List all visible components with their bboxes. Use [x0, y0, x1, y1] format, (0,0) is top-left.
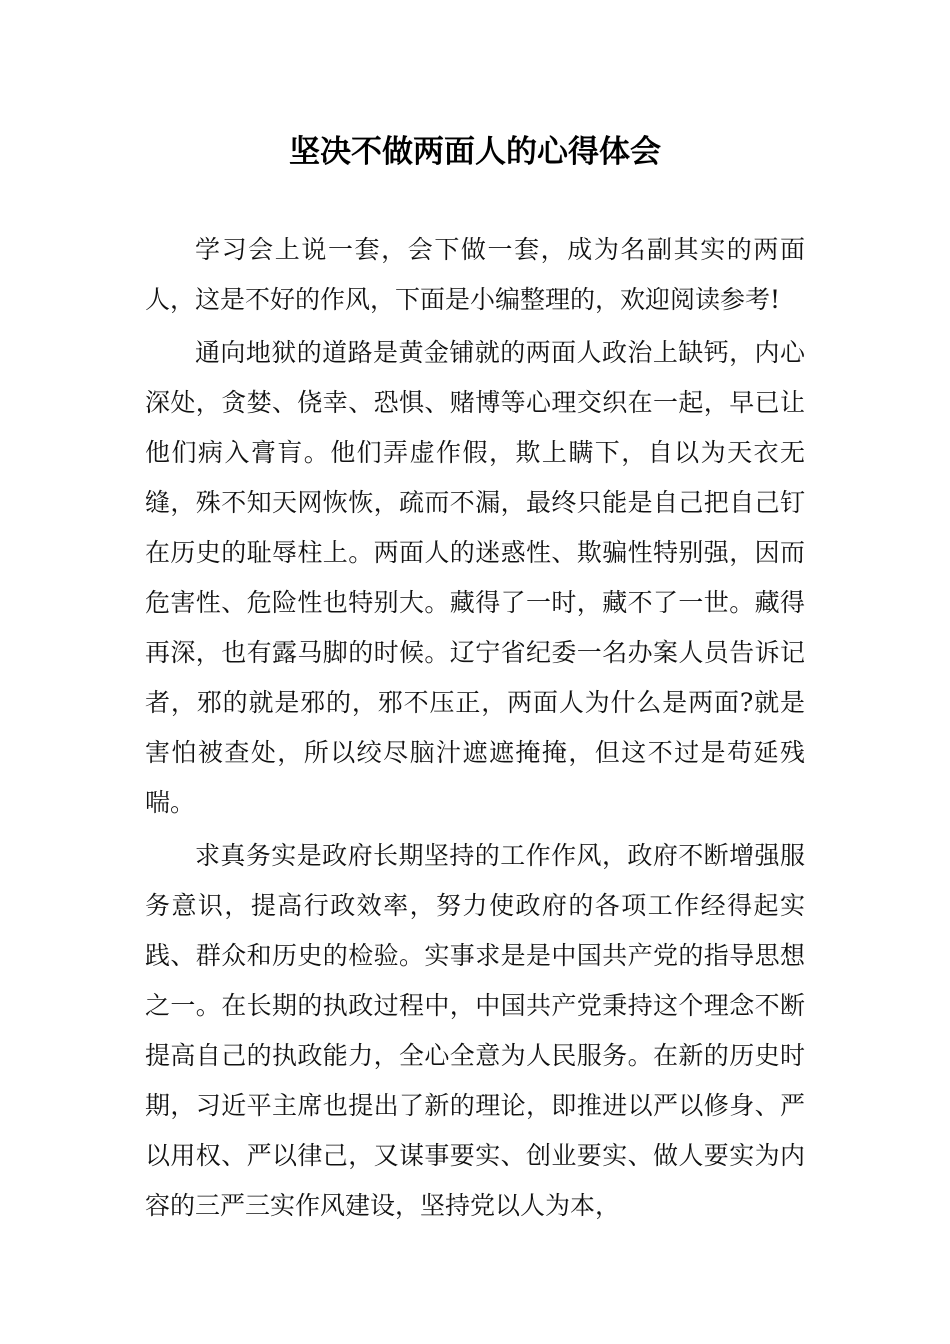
- document-title: 坚决不做两面人的心得体会: [289, 134, 661, 170]
- paragraph-intro: 学习会上说一套，会下做一套，成为名副其实的两面人，这是不好的作风，下面是小编整理的，欢迎阅读参考!: [145, 235, 805, 314]
- paragraph-two-faced-politics: 通向地狱的道路是黄金铺就的两面人政治上缺钙，内心深处，贪婪、侥幸、恐惧、赌博等心理交织在一起，早已让他们病入膏肓。他们弄虚作假，欺上瞒下，自以为天衣无缝，殊不知天网恢恢，疏而不漏，最终只能是自己把自己钉在历史的耻辱柱上。两面人的迷惑性、欺骗性特别强，因而危害性、危险性也特别大。藏得了一时，藏不了一世。藏得再深，也有露马脚的时候。辽宁省纪委一名办案人员告诉记者，邪的就是邪的，邪不压正，两面人为什么是两面?就是害怕被查处，所以绞尽脑汁遮遮掩掩，但这不过是苟延残喘。: [145, 338, 805, 817]
- document-body: [145, 225, 805, 1234]
- paragraph-seek-truth: 求真务实是政府长期坚持的工作作风，政府不断增强服务意识，提高行政效率，努力使政府的各项工作经得起实践、群众和历史的检验。实事求是是中国共产党的指导思想之一。在长期的执政过程中，中国共产党秉持这个理念不断提高自己的执政能力，全心全意为人民服务。在新的历史时期，习近平主席也提出了新的理论，即推进以严以修身、严以用权、严以律己，又谋事要实、创业要实、做人要实为内容的三严三实作风建设，坚持党以人为本，: [145, 841, 805, 1220]
